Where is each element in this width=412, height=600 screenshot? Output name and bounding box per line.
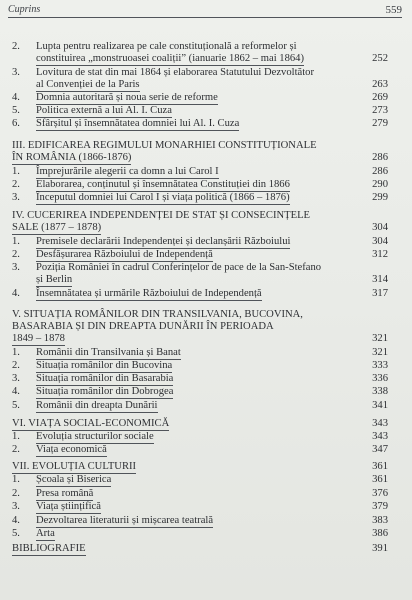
entry-page: 338 — [372, 386, 388, 397]
toc-entry — [12, 309, 388, 321]
entry-title: al Convenției de la Paris — [36, 79, 140, 90]
toc-entry — [12, 53, 388, 65]
entry-page: 391 — [372, 543, 388, 554]
entry-underline — [36, 204, 290, 205]
entry-underline — [36, 286, 72, 287]
entry-number: 4. — [12, 288, 20, 299]
entry-title: Politica externă a lui Al. I. Cuza — [36, 105, 172, 116]
entry-number: 2. — [12, 444, 20, 455]
entry-page: 379 — [372, 501, 388, 512]
entry-number: 3. — [12, 262, 20, 273]
toc-entry — [12, 152, 388, 164]
entry-page: 361 — [372, 474, 388, 485]
entry-underline — [12, 234, 101, 235]
entry-page: 343 — [372, 431, 388, 442]
section-title: IV. CUCERIREA INDEPENDENȚEI DE STAT ȘI CONSECINȚELE — [12, 210, 311, 221]
entry-title: Lovitura de stat din mai 1864 și elaborarea Statutului Dezvoltător — [36, 67, 315, 78]
toc-entry — [12, 386, 388, 398]
entry-page: 317 — [372, 288, 388, 299]
entry-underline — [12, 164, 131, 165]
entry-underline — [12, 555, 86, 556]
entry-number: 3. — [12, 501, 20, 512]
entry-title: Românii din Transilvania și Banat — [36, 347, 181, 358]
toc-entry — [12, 67, 388, 79]
toc-entry — [12, 192, 388, 204]
entry-number: 5. — [12, 528, 20, 539]
entry-title: Viața economică — [36, 444, 107, 455]
entry-number: 4. — [12, 515, 20, 526]
toc-entry — [12, 41, 388, 53]
entry-page: 383 — [372, 515, 388, 526]
toc-entry — [12, 400, 388, 412]
toc-entry — [12, 528, 388, 540]
section-title: ÎN ROMÂNIA (1866-1876) — [12, 152, 132, 163]
entry-title: Împrejurările alegerii ca domn a lui Carol I — [36, 166, 219, 177]
entry-title: Poziția României în cadrul Conferințelor de pace de la San-Stefano — [36, 262, 322, 273]
entry-page: 263 — [372, 79, 388, 90]
section-title: VII. EVOLUȚIA CULTURII — [12, 461, 137, 472]
entry-number: 3. — [12, 373, 20, 384]
toc-entry — [12, 288, 388, 300]
toc-entry — [12, 360, 388, 372]
entry-title: Românii din dreapta Dunării — [36, 400, 158, 411]
section-title: BIBLIOGRAFIE — [12, 543, 86, 554]
entry-underline — [36, 398, 173, 399]
entry-page: 361 — [372, 461, 388, 472]
toc-entry — [12, 418, 388, 430]
entry-number: 1. — [12, 431, 20, 442]
toc-entry — [12, 431, 388, 443]
toc-entry — [12, 179, 388, 191]
entry-underline — [36, 300, 262, 301]
toc-entry — [12, 262, 388, 274]
entry-title: Sfârșitul și însemnătatea domniei lui Al. I. Cuza — [36, 118, 240, 129]
toc-entry — [12, 461, 388, 473]
entry-number: 2. — [12, 41, 20, 52]
entry-page: 376 — [372, 488, 388, 499]
entry-title: Situația românilor din Dobrogea — [36, 386, 174, 397]
toc-entry — [12, 118, 388, 130]
entry-underline — [36, 412, 158, 413]
section-title: SALE (1877 – 1878) — [12, 222, 102, 233]
entry-page: 343 — [372, 418, 388, 429]
entry-page: 299 — [372, 192, 388, 203]
entry-underline — [12, 345, 65, 346]
entry-title: Lupta pentru realizarea pe cale constituțională a reformelor și — [36, 41, 297, 52]
toc-entry — [12, 333, 388, 345]
entry-underline — [36, 456, 107, 457]
entry-title: Viața științifică — [36, 501, 101, 512]
section-title: VI. VIAȚA SOCIAL-ECONOMICĂ — [12, 418, 170, 429]
entry-title: Situația românilor din Basarabia — [36, 373, 174, 384]
entry-page: 321 — [372, 333, 388, 344]
entry-title: constituirea „monstruoasei coaliții” (ianuarie 1862 – mai 1864) — [36, 53, 304, 64]
entry-number: 2. — [12, 360, 20, 371]
entry-title: Începutul domniei lui Carol I și viața politică (1866 – 1876) — [36, 192, 290, 203]
entry-number: 4. — [12, 386, 20, 397]
toc-entry — [12, 92, 388, 104]
toc-entry — [12, 501, 388, 513]
entry-title: Desfășurarea Războiului de Independență — [36, 249, 213, 260]
toc-entry — [12, 444, 388, 456]
entry-page: 279 — [372, 118, 388, 129]
entry-page: 252 — [372, 53, 388, 64]
section-title: III. EDIFICAREA REGIMULUI MONARHIEI CONSTITUȚIONALE — [12, 140, 317, 151]
toc-entry — [12, 321, 388, 333]
section-title: BASARABIA ȘI DIN DREAPTA DUNĂRII ÎN PERIOADA — [12, 321, 274, 332]
entry-page: 347 — [372, 444, 388, 455]
entry-title: și Berlin — [36, 274, 73, 285]
entry-number: 6. — [12, 118, 20, 129]
entry-number: 1. — [12, 166, 20, 177]
toc-entry — [12, 166, 388, 178]
toc-entry — [12, 236, 388, 248]
toc-entry — [12, 140, 388, 152]
toc-entry — [12, 210, 388, 222]
entry-page: 314 — [372, 274, 388, 285]
toc-entry — [12, 249, 388, 261]
entry-page: 333 — [372, 360, 388, 371]
section-title: 1849 – 1878 — [12, 333, 65, 344]
entry-number: 1. — [12, 236, 20, 247]
entry-page: 290 — [372, 179, 388, 190]
toc-entry — [12, 79, 388, 91]
entry-page: 386 — [372, 528, 388, 539]
entry-title: Școala și Biserica — [36, 474, 112, 485]
entry-number: 2. — [12, 488, 20, 499]
toc-entry — [12, 222, 388, 234]
entry-title: Elaborarea, conținutul și însemnătatea Constituției din 1866 — [36, 179, 290, 190]
entry-underline — [36, 65, 304, 66]
entry-title: Situația românilor din Bucovina — [36, 360, 173, 371]
entry-page: 341 — [372, 400, 388, 411]
entry-number: 2. — [12, 249, 20, 260]
running-title: Cuprins — [8, 4, 41, 15]
entry-page: 273 — [372, 105, 388, 116]
entry-number: 4. — [12, 92, 20, 103]
entry-underline — [36, 513, 101, 514]
entry-underline — [36, 130, 239, 131]
entry-title: Evoluția structurilor sociale — [36, 431, 154, 442]
entry-title: Însemnătatea și urmările Războiului de Independență — [36, 288, 262, 299]
entry-number: 3. — [12, 192, 20, 203]
entry-title: Domnia autoritară și noua serie de reforme — [36, 92, 218, 103]
entry-page: 304 — [372, 236, 388, 247]
toc-entry — [12, 474, 388, 486]
entry-page: 286 — [372, 152, 388, 163]
toc-entry — [12, 347, 388, 359]
entry-page: 286 — [372, 166, 388, 177]
toc-entry — [12, 488, 388, 500]
entry-underline — [36, 486, 111, 487]
entry-page: 321 — [372, 347, 388, 358]
entry-page: 312 — [372, 249, 388, 260]
entry-number: 1. — [12, 474, 20, 485]
entry-underline — [36, 540, 55, 541]
entry-title: Presa română — [36, 488, 94, 499]
page-number: 559 — [385, 4, 402, 16]
entry-number: 1. — [12, 347, 20, 358]
entry-title: Premisele declarării Independenței și declanșării Războiului — [36, 236, 291, 247]
entry-number: 5. — [12, 105, 20, 116]
toc-entry — [12, 515, 388, 527]
entry-number: 5. — [12, 400, 20, 411]
entry-number: 3. — [12, 67, 20, 78]
toc-entry — [12, 373, 388, 385]
entry-page: 269 — [372, 92, 388, 103]
toc-entry — [12, 105, 388, 117]
entry-page: 336 — [372, 373, 388, 384]
entry-title: Arta — [36, 528, 55, 539]
entry-title: Dezvoltarea literaturii și mișcarea teatrală — [36, 515, 214, 526]
toc-entry — [12, 274, 388, 286]
entry-number: 2. — [12, 179, 20, 190]
entry-page: 304 — [372, 222, 388, 233]
section-title: V. SITUAȚIA ROMÂNILOR DIN TRANSILVANIA, BUCOVINA, — [12, 309, 303, 320]
toc-entry — [12, 543, 388, 555]
